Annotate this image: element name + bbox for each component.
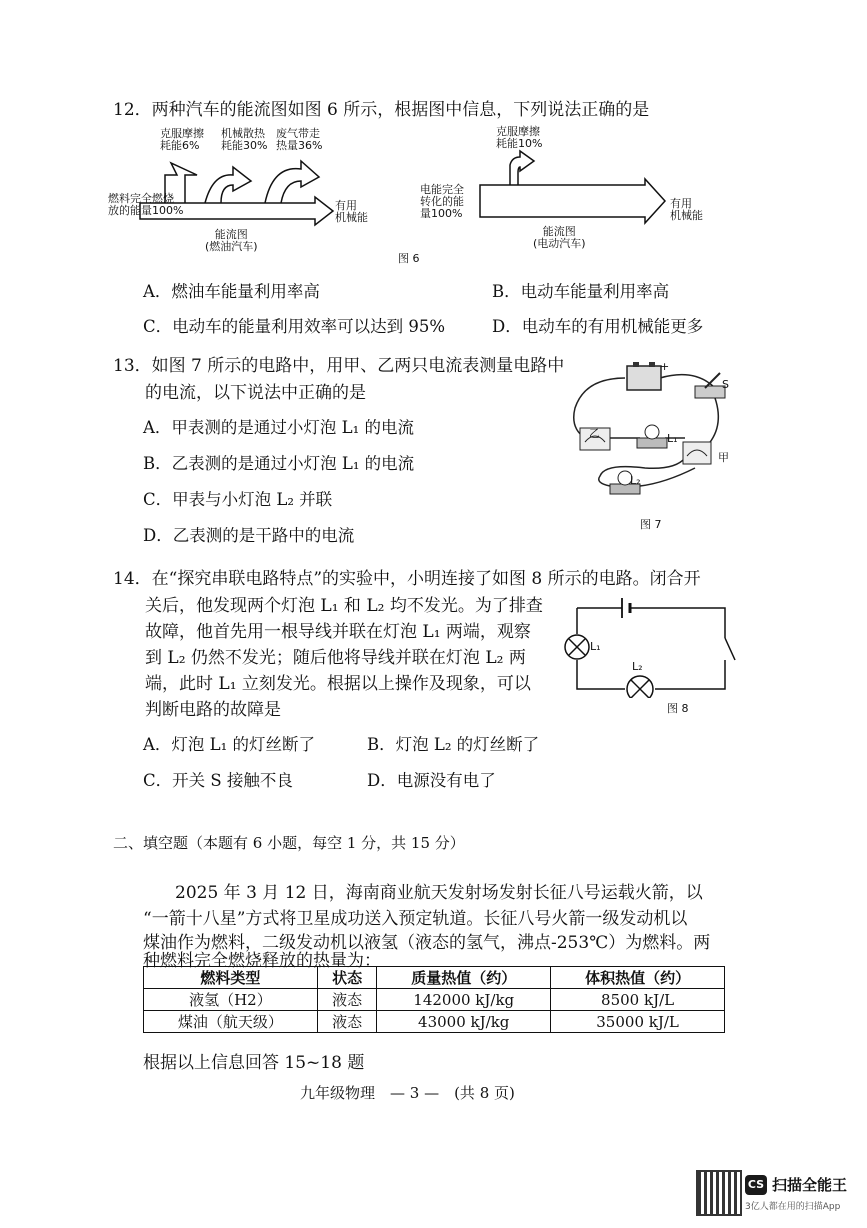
qr-code-icon bbox=[696, 1170, 742, 1216]
section-2-para-3: 煤油作为燃料，二级发动机以液氢（液态的氢气，沸点-253℃）为燃料。两 bbox=[143, 933, 711, 953]
table-row bbox=[144, 1011, 725, 1033]
fuel-heat-table bbox=[143, 966, 725, 1033]
table-cell: 液氢（H2） bbox=[144, 989, 318, 1011]
table-cell: 8500 kJ/L bbox=[551, 989, 725, 1011]
q14-line-6: 判断电路的故障是 bbox=[145, 700, 281, 720]
fuel-caption: 能流图 (燃油汽车) bbox=[205, 228, 258, 253]
fig6-caption: 图 6 bbox=[398, 252, 420, 265]
fig7-jia-label: 甲 bbox=[718, 451, 729, 464]
q13-option-a: A．甲表测的是通过小灯泡 L₁ 的电流 bbox=[143, 418, 414, 437]
q13-option-b: B．乙表测的是通过小灯泡 L₁ 的电流 bbox=[143, 454, 415, 473]
circuit-figure-8 bbox=[560, 598, 750, 698]
fig7-switch-label: S bbox=[722, 378, 729, 391]
switch-icon bbox=[695, 386, 725, 398]
table-cell: 43000 kJ/kg bbox=[377, 1011, 551, 1033]
q12-option-c: C．电动车的能量利用效率可以达到 95% bbox=[143, 317, 446, 336]
page-footer: 九年级物理 — 3 — (共 8 页) bbox=[300, 1084, 515, 1102]
q12-option-a: A．燃油车能量利用率高 bbox=[143, 282, 320, 301]
fig7-plus-label: + bbox=[660, 360, 670, 373]
q14-option-d: D．电源没有电了 bbox=[367, 771, 496, 790]
table-cell: 142000 kJ/kg bbox=[377, 989, 551, 1011]
ev-input-label: 电能完全 转化的能 量100% bbox=[420, 183, 464, 220]
section-2-para-4: 种燃料完全燃烧释放的热量为： bbox=[143, 951, 381, 971]
q14-option-b: B．灯泡 L₂ 的灯丝断了 bbox=[367, 735, 540, 754]
q12-option-d: D．电动车的有用机械能更多 bbox=[492, 317, 704, 336]
section-2-para-2: “一箭十八星”方式将卫星成功送入预定轨道。长征八号火箭一级发动机以 bbox=[143, 909, 688, 929]
q13-stem-line2: 的电流，以下说法中正确的是 bbox=[145, 383, 366, 403]
fig8-l2-label: L₂ bbox=[632, 660, 643, 673]
fig7-caption: 图 7 bbox=[640, 518, 662, 531]
cs-logo-icon: CS bbox=[745, 1175, 767, 1195]
fuel-heat-label: 机械散热 耗能30% bbox=[221, 127, 268, 152]
q14-line-4: 到 L₂ 仍然不发光；随后他将导线并联在灯泡 L₂ 两 bbox=[145, 648, 526, 668]
table-cell: 煤油（航天级） bbox=[144, 1011, 318, 1033]
fuel-exhaust-label: 废气带走 热量36% bbox=[276, 127, 323, 152]
fig7-l1-label: L₁ bbox=[667, 432, 678, 445]
ev-friction-label: 克服摩擦 耗能10% bbox=[496, 125, 543, 150]
section-2-heading: 二、填空题（本题有 6 小题，每空 1 分，共 15 分） bbox=[113, 834, 465, 852]
table-cell: 液态 bbox=[317, 1011, 376, 1033]
table-row bbox=[144, 989, 725, 1011]
fuel-friction-label: 克服摩擦 耗能6% bbox=[160, 127, 204, 152]
table-header-cell: 体积热值（约） bbox=[551, 967, 725, 989]
scanner-tagline: 3亿人都在用的扫描App bbox=[745, 1202, 841, 1212]
q13-option-d: D．乙表测的是干路中的电流 bbox=[143, 526, 355, 545]
battery-icon bbox=[627, 366, 661, 390]
ammeter-jia-icon bbox=[683, 442, 711, 464]
fuel-output-label: 有用 机械能 bbox=[335, 199, 368, 224]
q14-line-5: 端，此时 L₁ 立刻发光。根据以上操作及现象，可以 bbox=[145, 674, 531, 694]
electric-car-energy-flow-diagram bbox=[460, 125, 680, 235]
switch-s-icon bbox=[725, 638, 735, 660]
scanner-brand: 扫描全能王 bbox=[772, 1176, 848, 1194]
fuel-input-label: 燃料完全燃烧 放的能量100% bbox=[108, 192, 184, 217]
section-2-instruction: 根据以上信息回答 15~18 题 bbox=[143, 1053, 365, 1073]
ev-output-label: 有用 机械能 bbox=[670, 197, 703, 222]
table-header-cell: 状态 bbox=[317, 967, 376, 989]
table-cell: 35000 kJ/L bbox=[551, 1011, 725, 1033]
q13-stem-line1: 13．如图 7 所示的电路中，用甲、乙两只电流表测量电路中 bbox=[113, 356, 565, 376]
fig7-yi-label: 乙 bbox=[589, 427, 600, 440]
q13-option-c: C．甲表与小灯泡 L₂ 并联 bbox=[143, 490, 333, 509]
table-header-row bbox=[144, 967, 725, 989]
q14-line-3: 故障，他首先用一根导线并联在灯泡 L₁ 两端，观察 bbox=[145, 622, 531, 642]
q14-line-1: 14．在“探究串联电路特点”的实验中，小明连接了如图 8 所示的电路。闭合开 bbox=[113, 569, 701, 589]
ev-caption: 能流图 (电动汽车) bbox=[533, 225, 586, 250]
q14-option-c: C．开关 S 接触不良 bbox=[143, 771, 293, 790]
q14-option-a: A．灯泡 L₁ 的灯丝断了 bbox=[143, 735, 315, 754]
table-header-cell: 质量热值（约） bbox=[377, 967, 551, 989]
bulb-l2-icon bbox=[627, 676, 653, 698]
table-header-cell: 燃料类型 bbox=[144, 967, 318, 989]
q14-line-2: 关后，他发现两个灯泡 L₁ 和 L₂ 均不发光。为了排查 bbox=[145, 596, 543, 616]
fig8-l1-label: L₁ bbox=[590, 640, 601, 653]
table-cell: 液态 bbox=[317, 989, 376, 1011]
section-2-para-1: 2025 年 3 月 12 日，海南商业航天发射场发射长征八号运载火箭，以 bbox=[175, 883, 703, 903]
fig8-caption: 图 8 bbox=[667, 702, 689, 715]
q12-stem: 12．两种汽车的能流图如图 6 所示，根据图中信息，下列说法正确的是 bbox=[113, 100, 650, 120]
fig7-l2-label: L₂ bbox=[630, 474, 641, 487]
q12-option-b: B．电动车能量利用率高 bbox=[492, 282, 670, 301]
